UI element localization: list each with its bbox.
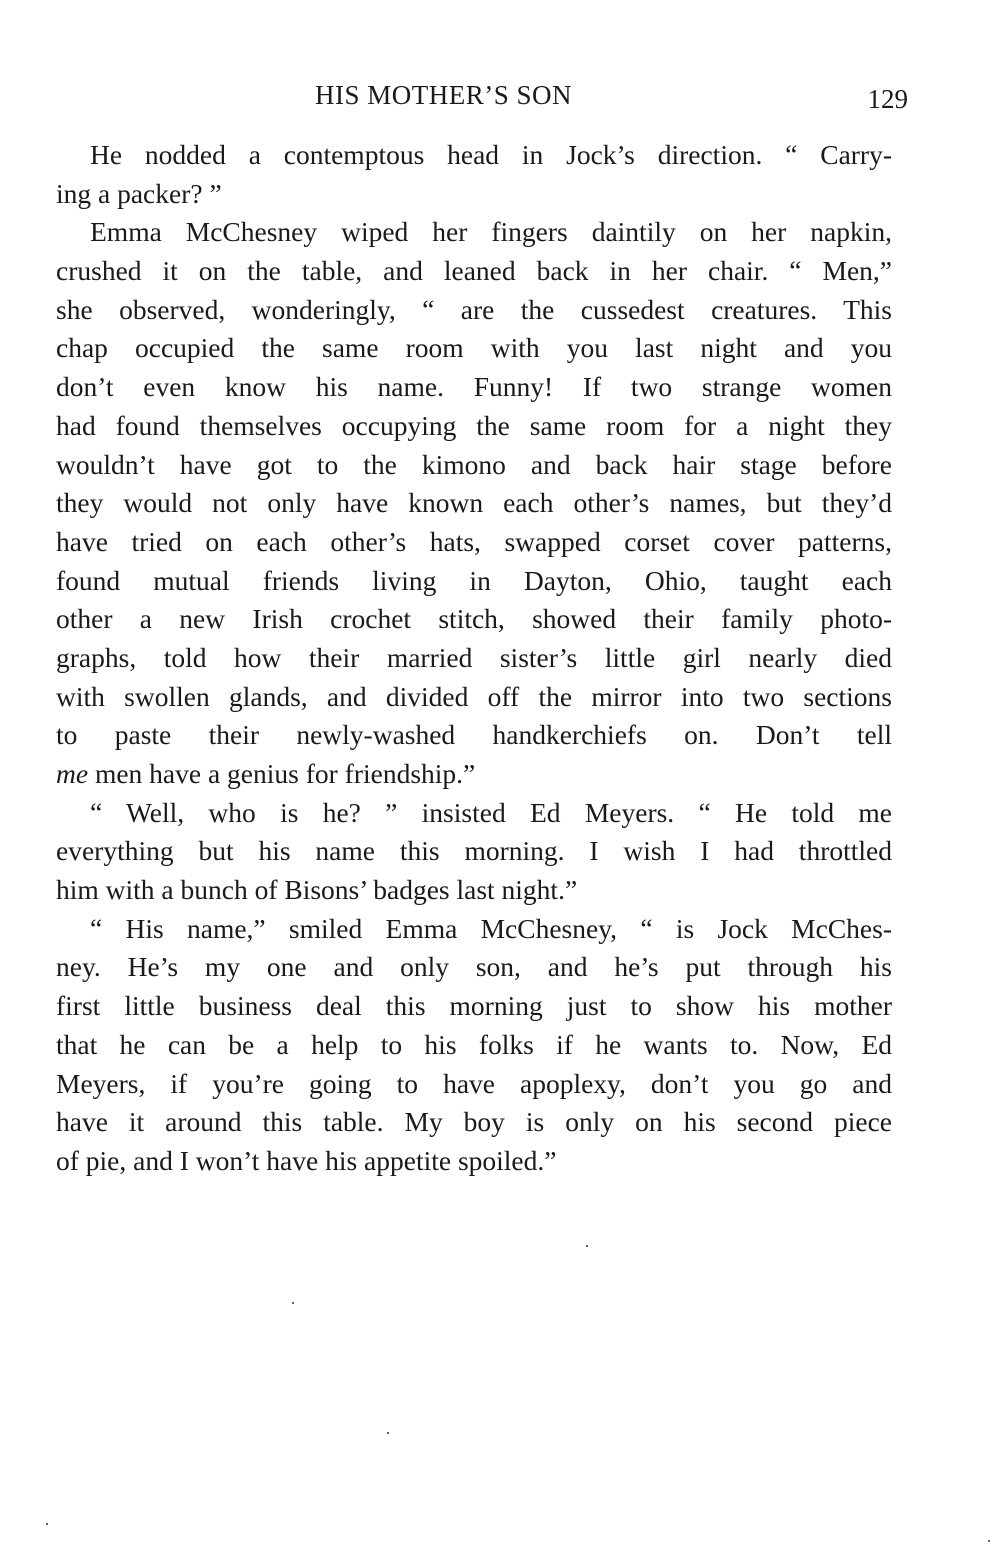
- text-line: wouldn’t have got to the kimono and back hair stage before: [56, 448, 892, 480]
- text-line: “ His name,” smiled Emma McChesney, “ is Jock McChes-: [90, 912, 892, 944]
- text-line: chap occupied the same room with you last night and you: [56, 332, 892, 364]
- text-line: had found themselves occupying the same room for a night they: [56, 409, 892, 441]
- running-head: [0, 80, 1000, 124]
- page-number: 129: [867, 84, 908, 114]
- text-line: He nodded a contemptous head in Jock’s direction. “ Carry-: [90, 139, 892, 170]
- text-line: with swollen glands, and divided off the mirror into two sections: [56, 680, 892, 712]
- text-line-with-emphasis: [56, 755, 892, 794]
- text-line: of pie, and I won’t have his appetite spoiled.”: [56, 1144, 557, 1176]
- text-line: she observed, wonderingly, “ are the cussedest creatures. This: [56, 293, 892, 325]
- text-line: ney. He’s my one and only son, and he’s put through his: [56, 951, 892, 983]
- text-line-rest: men have a genius for friendship.”: [88, 758, 476, 789]
- paper-speck: [586, 1245, 588, 1247]
- text-line: have tried on each other’s hats, swapped corset cover patterns,: [56, 525, 892, 557]
- text-line: Emma McChesney wiped her fingers daintily on her napkin,: [90, 216, 892, 248]
- paper-speck: [387, 1432, 389, 1434]
- text-line: first little business deal this morning just to show his mother: [56, 990, 892, 1022]
- text-line: other a new Irish crochet stitch, showed their family photo-: [56, 603, 892, 635]
- text-line: “ Well, who is he? ” insisted Ed Meyers. “ He told me: [90, 796, 892, 828]
- running-title: HIS MOTHER’S SON: [315, 80, 573, 110]
- text-line: found mutual friends living in Dayton, Ohio, taught each: [56, 564, 892, 596]
- text-line: don’t even know his name. Funny! If two strange women: [56, 371, 892, 403]
- text-line: to paste their newly-washed handkerchiefs on. Don’t tell: [56, 719, 892, 751]
- emphasized-word: me: [56, 758, 89, 789]
- text-line: him with a bunch of Bisons’ badges last night.”: [56, 874, 578, 906]
- text-line: they would not only have known each other’s names, but they’d: [56, 487, 892, 519]
- text-line: ing a packer? ”: [56, 177, 222, 209]
- paper-speck: [292, 1302, 294, 1304]
- text-line: crushed it on the table, and leaned back in her chair. “ Men,”: [56, 255, 892, 287]
- text-line: everything but his name this morning. I wish I had throttled: [56, 835, 892, 867]
- paper-speck: [46, 1523, 48, 1525]
- text-line: that he can be a help to his folks if he wants to. Now, Ed: [56, 1028, 892, 1060]
- body-text: [56, 136, 892, 1181]
- text-line: Meyers, if you’re going to have apoplexy, don’t you go and: [56, 1067, 892, 1099]
- text-line: graphs, told how their married sister’s little girl nearly died: [56, 641, 892, 673]
- paper-speck: [988, 1540, 990, 1542]
- text-line: have it around this table. My boy is only on his second piece: [56, 1106, 892, 1138]
